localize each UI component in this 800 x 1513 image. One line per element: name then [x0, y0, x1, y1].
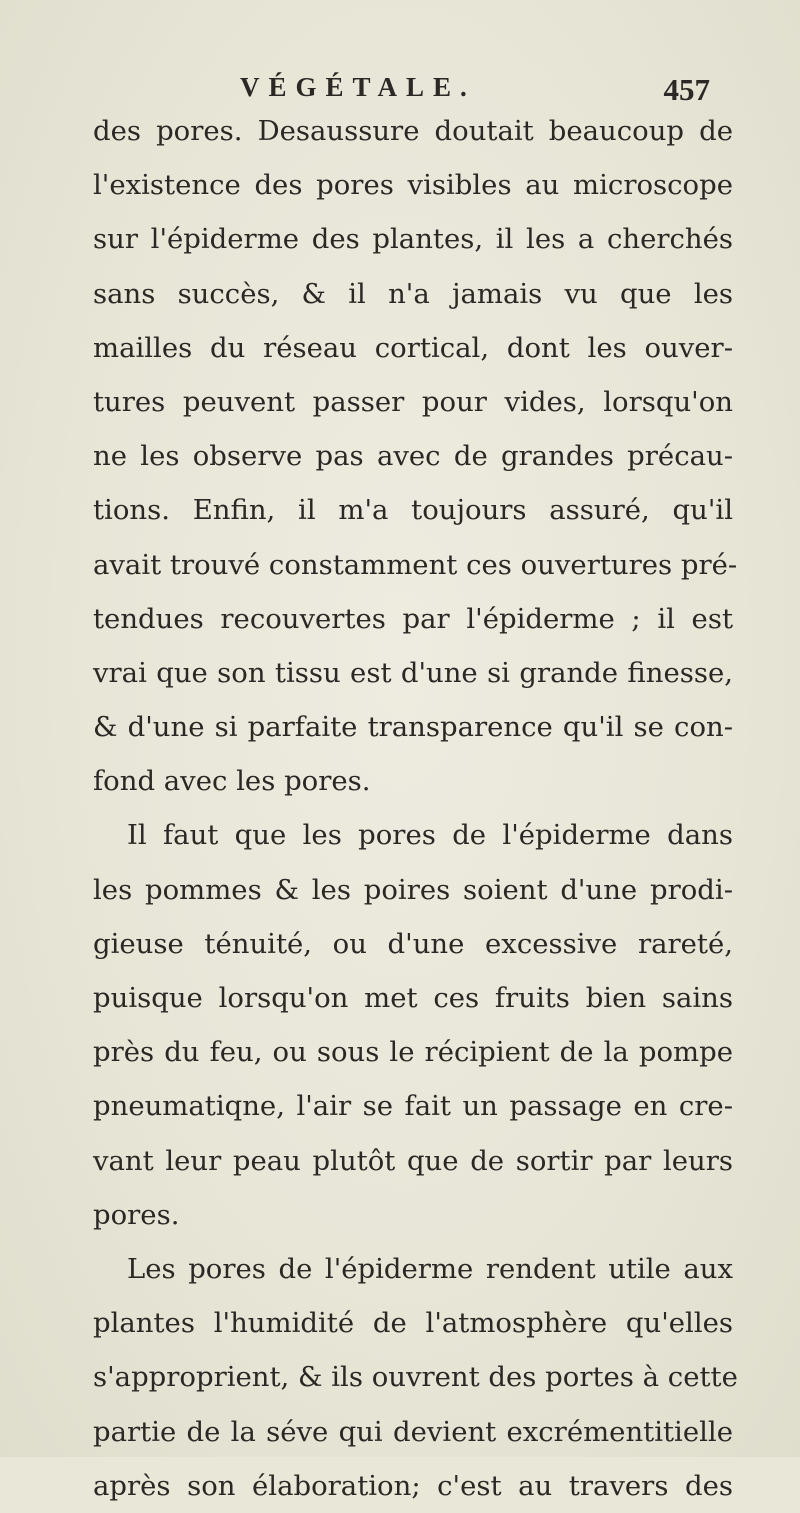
text-line: gieuse ténuité, ou d'une excessive rareté,: [93, 927, 733, 960]
text-line: s'approprient, & ils ouvrent des portes à cette: [93, 1361, 738, 1394]
text-line: pores.: [93, 1198, 180, 1231]
text-line: sans succès, & il n'a jamais vu que les: [93, 277, 733, 310]
text-line: vrai que son tissu est d'une si grande finesse,: [93, 656, 733, 689]
text-line: tions. Enfin, il m'a toujours assuré, qu'il: [93, 494, 733, 527]
body-text: [93, 104, 738, 1513]
page-number: 457: [663, 72, 710, 107]
text-line: tures peuvent passer pour vides, lorsqu'on: [93, 385, 733, 418]
text-line: pneumatiqne, l'air se fait un passage en cre-: [93, 1090, 733, 1123]
text-line: fond avec les pores.: [93, 765, 371, 798]
text-line: ne les observe pas avec de grandes précau-: [93, 440, 733, 473]
running-title: VÉGÉTALE.: [240, 72, 476, 102]
text-line: puisque lorsqu'on met ces fruits bien sains: [93, 982, 733, 1014]
text-line: partie de la séve qui devient excrémentitielle: [93, 1415, 733, 1448]
text-line: des pores. Desaussure doutait beaucoup de: [93, 115, 733, 147]
text-line: Il faut que les pores de l'épiderme dans: [127, 819, 733, 852]
text-line: les pommes & les poires soient d'une prodi-: [93, 873, 733, 906]
text-line: plantes l'humidité de l'atmosphère qu'elles: [93, 1307, 733, 1340]
text-line: après son élaboration; c'est au travers des: [93, 1469, 733, 1502]
text-line: Les pores de l'épiderme rendent utile aux: [127, 1252, 733, 1285]
text-line: mailles du réseau cortical, dont les ouver-: [93, 331, 733, 364]
text-line: & d'une si parfaite transparence qu'il se con-: [93, 711, 733, 744]
text-line: sur l'épiderme des plantes, il les a cherchés: [93, 223, 733, 256]
text-line: vant leur peau plutôt que de sortir par leurs: [93, 1144, 733, 1177]
text-line: avait trouvé constamment ces ouvertures pré-: [93, 548, 738, 581]
text-line: tendues recouvertes par l'épiderme ; il est: [93, 602, 733, 635]
text-line: près du feu, ou sous le récipient de la pompe: [93, 1036, 733, 1069]
text-line: l'existence des pores visibles au microscope: [93, 169, 733, 202]
